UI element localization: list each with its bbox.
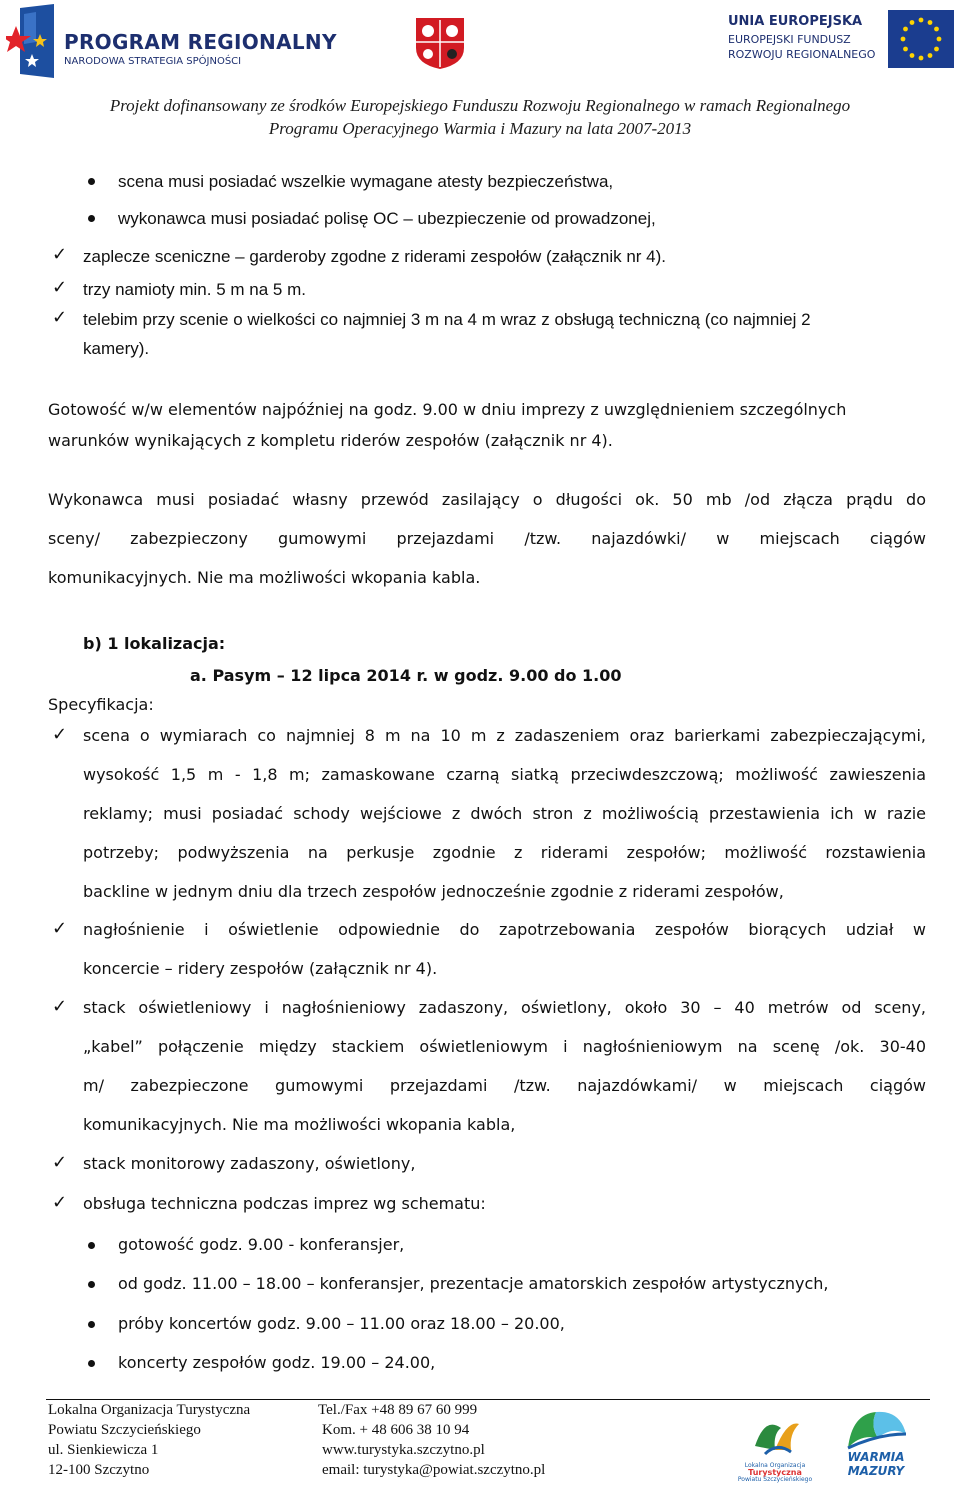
bullet-icon [88,1281,95,1288]
footer-email-link[interactable]: email: turystyka@powiat.szczytno.pl [322,1462,546,1478]
logo-subtitle: NARODOWA STRATEGIA SPÓJNOŚCI [64,56,242,67]
paragraph-line: sceny/ zabezpieczony gumowymi przejazdami /tzw. najazdówki/ w miejscach ciągów [48,529,926,548]
spec-label: Specyfikacja: [48,695,154,714]
check-item: nagłośnienie i oświetlenie odpowiednie do zapotrzebowania zespołów biorących udział w [83,920,926,939]
lot-logo-line1: Lokalna Organizacja [744,1462,806,1469]
bullet-icon [88,178,95,185]
checkmark-icon: ✓ [52,277,68,298]
list-item: wykonawca musi posiadać polisę OC – ubezpieczenie od prowadzonej, [118,209,656,228]
location-heading: a. Pasym – 12 lipca 2014 r. w godz. 9.00 do 1.00 [190,666,622,685]
check-item-continuation: „kabel” połączenie między stackiem oświetleniowym i nagłośnieniowym na scenę /ok. 30-40 [83,1037,926,1056]
check-item-continuation: m/ zabezpieczone gumowymi przejazdami /tzw. najazdówkami/ w miejscach ciągów [83,1076,926,1095]
footer-mobile: Kom. + 48 606 38 10 94 [322,1422,470,1438]
check-item-continuation: backline w jednym dniu dla trzech zespołów jednocześnie zgodnie z riderami zespołów, [83,882,784,901]
warmia-logo-line1: WARMIA [847,1450,905,1464]
warmia-logo-line2: MAZURY [847,1464,905,1478]
check-item: stack monitorowy zadaszony, oświetlony, [83,1154,416,1173]
paragraph-line: Gotowość w/w elementów najpóźniej na godz. 9.00 w dniu imprezy z uwzględnieniem szczególnych [48,400,847,419]
list-item: koncerty zespołów godz. 19.00 – 24.00, [118,1353,436,1372]
check-item: trzy namioty min. 5 m na 5 m. [83,280,306,299]
footer-org: Lokalna Organizacja Turystyczna [48,1402,251,1418]
eu-logo-line3: ROZWOJU REGIONALNEGO [728,48,876,61]
regional-crest-logo [412,14,468,70]
paragraph-line: warunków wynikających z kompletu riderów zespołów (załącznik nr 4). [48,431,613,450]
eu-logo-line1: UNIA EUROPEJSKA [728,14,863,29]
bullet-icon [88,215,95,222]
list-item: próby koncertów godz. 9.00 – 11.00 oraz 18.00 – 20.00, [118,1314,565,1333]
check-item-continuation: reklamy; musi posiadać schody wejściowe z dwóch stron z możliwością przestawienia ich w razie [83,804,926,823]
check-item-continuation: koncercie – ridery zespołów (załącznik nr 4). [83,959,438,978]
coat-of-arms-icon [412,14,468,70]
check-item: scena o wymiarach co najmniej 8 m na 10 m z zadaszeniem oraz barierkami zabezpieczającymi, [83,726,926,745]
check-item: telebim przy scenie o wielkości co najmniej 3 m na 4 m wraz z obsługą techniczną (co najmniej 2 [83,310,811,329]
footer-divider [46,1399,930,1400]
checkmark-icon: ✓ [52,1152,68,1173]
section-heading: b) 1 lokalizacja: [83,634,226,653]
check-item-continuation: wysokość 1,5 m - 1,8 m; zamaskowane czarną siatką przeciwdeszczową; możliwość zawieszenia [83,765,926,784]
check-item-continuation: potrzeby; podwyższenia na perkusje zgodnie z riderami zespołów; możliwość rozstawienia [83,843,926,862]
list-item: gotowość godz. 9.00 - konferansjer, [118,1235,405,1254]
checkmark-icon: ✓ [52,307,68,328]
paragraph-line: Wykonawca musi posiadać własny przewód zasilający o długości ok. 50 mb /od złącza prądu do [48,490,926,509]
lot-logo-line2: Turystyczna [748,1468,802,1477]
bullet-icon [88,1242,95,1249]
project-line-1: Projekt dofinansowany ze środków Europejskiego Funduszu Rozwoju Regionalnego w ramach Regionalnego [109,96,851,115]
checkmark-icon: ✓ [52,244,68,265]
checkmark-icon: ✓ [52,724,68,745]
project-line-2: Programu Operacyjnego Warmia i Mazury na lata 2007-2013 [268,119,692,138]
warmia-mazury-logo [830,1404,922,1486]
footer-address: 12-100 Szczytno [48,1462,150,1478]
star-flag-icon [6,4,56,78]
check-item-continuation: komunikacyjnych. Nie ma możliwości wkopania kabla, [83,1115,516,1134]
check-item: obsługa techniczna podczas imprez wg schematu: [83,1194,486,1213]
check-item-continuation: kamery). [83,339,150,358]
wave-icon [830,1404,922,1454]
checkmark-icon: ✓ [52,996,68,1017]
check-item: stack oświetleniowy i nagłośnieniowy zadaszony, oświetlony, około 30 – 40 metrów od sceny, [83,998,926,1017]
footer-org: Powiatu Szczycieńskiego [48,1422,201,1438]
bullet-icon [88,1321,95,1328]
list-item: scena musi posiadać wszelkie wymagane atesty bezpieczeństwa, [118,172,614,191]
checkmark-icon: ✓ [52,918,68,939]
lot-logo [735,1406,815,1486]
check-item: zaplecze sceniczne – garderoby zgodne z riderami zespołów (załącznik nr 4). [83,247,667,266]
list-item: od godz. 11.00 – 18.00 – konferansjer, prezentacje amatorskich zespołów artystycznych, [118,1274,829,1293]
eu-logo [728,10,956,68]
bird-icon [735,1406,815,1466]
footer-website-link[interactable]: www.turystyka.szczytno.pl [322,1442,485,1458]
logo-title: PROGRAM REGIONALNY [64,30,337,54]
program-regionalny-logo [6,4,337,78]
footer-address: ul. Sienkiewicza 1 [48,1442,159,1458]
eu-logo-line2: EUROPEJSKI FUNDUSZ [728,33,851,46]
paragraph-line: komunikacyjnych. Nie ma możliwości wkopania kabla. [48,568,481,587]
checkmark-icon: ✓ [52,1192,68,1213]
bullet-icon [88,1360,95,1367]
lot-logo-line3: Powiatu Szczycieńskiego [737,1476,813,1483]
footer-phone: Tel./Fax +48 89 67 60 999 [318,1402,478,1418]
eu-flag-icon [888,10,954,68]
